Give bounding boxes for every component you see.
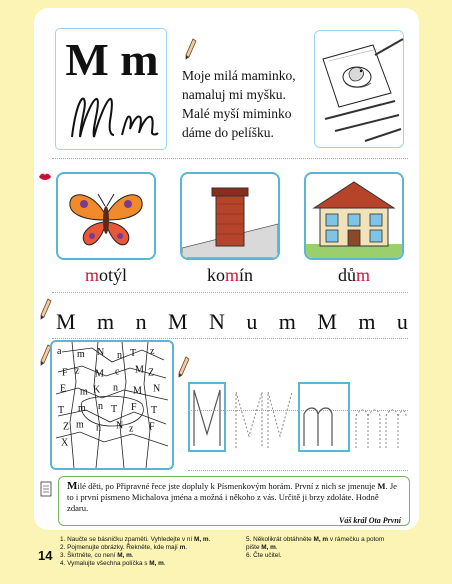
row-letter: u [246, 309, 258, 334]
cursive-letters-image [62, 89, 162, 145]
instruction-item: 6. Čte učitel. [246, 552, 282, 559]
story-signature: Váš král Ota První [338, 516, 401, 525]
tracing-box-capital [188, 382, 226, 452]
row-letter: M [317, 309, 337, 334]
instruction-item: 4. Vymalujte všechna políčka s M, m. [60, 560, 166, 567]
mosaic-letter: F [131, 402, 137, 413]
mosaic-image [52, 342, 172, 468]
mosaic-letter: T [111, 404, 118, 415]
divider [52, 338, 408, 339]
row-letter: M [168, 309, 188, 334]
instruction-item: 2. Pojmenujte obrázky. Řekněte, kde mají m. [60, 544, 188, 551]
tracing-capital-m [190, 384, 224, 450]
instruction-item: 1. Naučte se básničku zpaměti. Vyhledejte v ní M, m. [60, 536, 211, 543]
chimney-image [182, 174, 278, 258]
mosaic-letter: T [130, 348, 137, 359]
picture-chimney [180, 172, 280, 260]
page-number: 14 [38, 548, 53, 563]
mosaic-letter: N [116, 420, 124, 432]
lips-icon [38, 172, 52, 182]
picture-butterfly [56, 172, 156, 260]
tracing-dotted-small [352, 384, 408, 452]
mosaic-letter: Z [148, 367, 155, 379]
divider [52, 158, 408, 159]
instructions-left [60, 536, 210, 568]
poem-line: namaluj mi myšku. [182, 87, 286, 102]
mosaic-letter: Z [63, 421, 70, 433]
letter-box [55, 28, 167, 150]
mosaic-letter: N [153, 383, 161, 395]
row-letter: u [396, 309, 408, 334]
poem [182, 66, 322, 142]
tracing-dotted-capital [230, 384, 294, 452]
mosaic-letter: a [57, 346, 62, 357]
tracing-small-m [300, 384, 348, 450]
letter-row [56, 309, 408, 335]
mouse-drawing-image [315, 31, 405, 149]
picture-word: komín [206, 265, 254, 285]
mosaic-letter: M [135, 364, 144, 376]
mosaic-letter: n [96, 422, 101, 434]
mosaic-letter: F [149, 421, 155, 433]
mosaic-letter: F [62, 367, 68, 379]
story-box [58, 476, 410, 526]
mosaic-letter: m [78, 403, 86, 414]
poem-line: dáme do pelíšku. [182, 125, 274, 140]
instruction-item: 3. Škrtněte, co není M, m. [60, 552, 134, 559]
pencil-icon [40, 298, 52, 320]
poem-line: Malé myší miminko [182, 106, 292, 121]
mosaic-letter: M [95, 368, 104, 380]
sketch-box [314, 30, 404, 148]
mosaic-letter: z [75, 365, 80, 377]
pencil-icon [178, 356, 190, 378]
instructions-right [246, 536, 384, 560]
color-by-letter-mosaic [50, 340, 174, 470]
mosaic-letter: T [58, 405, 65, 416]
instruction-item: pište M, m. [246, 544, 278, 551]
row-letter: n [135, 309, 147, 334]
picture-house [304, 172, 404, 260]
mosaic-letter: m [77, 349, 85, 360]
mosaic-letter: K [93, 384, 101, 396]
tracing-box-small [298, 382, 350, 452]
mosaic-letter: z [150, 346, 155, 357]
row-letter: N [209, 309, 225, 334]
scroll-icon [38, 480, 54, 498]
pencil-icon [185, 38, 197, 60]
row-letter: m [358, 309, 376, 334]
story-text: Milé děti, po Připravné řece jste dopluly k Písmenkovým horám. První z nich se jmenuje M. Je to i první písmeno Michalova jména a možná i někoho z vás. Určitě ji brzy zdoláte. Hodně zdaru. [67, 480, 397, 513]
divider [52, 292, 408, 293]
row-letter: m [97, 309, 115, 334]
mosaic-letter: M [133, 385, 142, 397]
butterfly-image [58, 174, 154, 258]
mosaic-letter: E [60, 383, 67, 395]
print-letters: M m [65, 34, 159, 85]
row-letter: M [56, 309, 76, 334]
poem-line: Moje milá maminko, [182, 68, 296, 83]
row-letter: m [278, 309, 296, 334]
mosaic-letter: n [98, 401, 103, 412]
mosaic-letter: m [80, 386, 88, 398]
mosaic-letter: n [117, 350, 122, 361]
picture-word: motýl [84, 265, 128, 285]
mosaic-letter: T [151, 405, 158, 416]
mosaic-letter: m [76, 419, 84, 431]
mosaic-letter: z [129, 423, 134, 435]
mosaic-letter: n [113, 382, 118, 394]
mosaic-letter: X [61, 437, 69, 449]
writing-guide-line [188, 410, 408, 411]
mosaic-letter: c [115, 366, 120, 378]
mosaic-letter: N [97, 347, 105, 358]
divider [188, 470, 408, 471]
house-image [306, 174, 402, 258]
instruction-item: 5. Několikrát obtáhněte M, m v rámečku a potom [246, 536, 385, 543]
picture-word: dům [337, 265, 370, 285]
